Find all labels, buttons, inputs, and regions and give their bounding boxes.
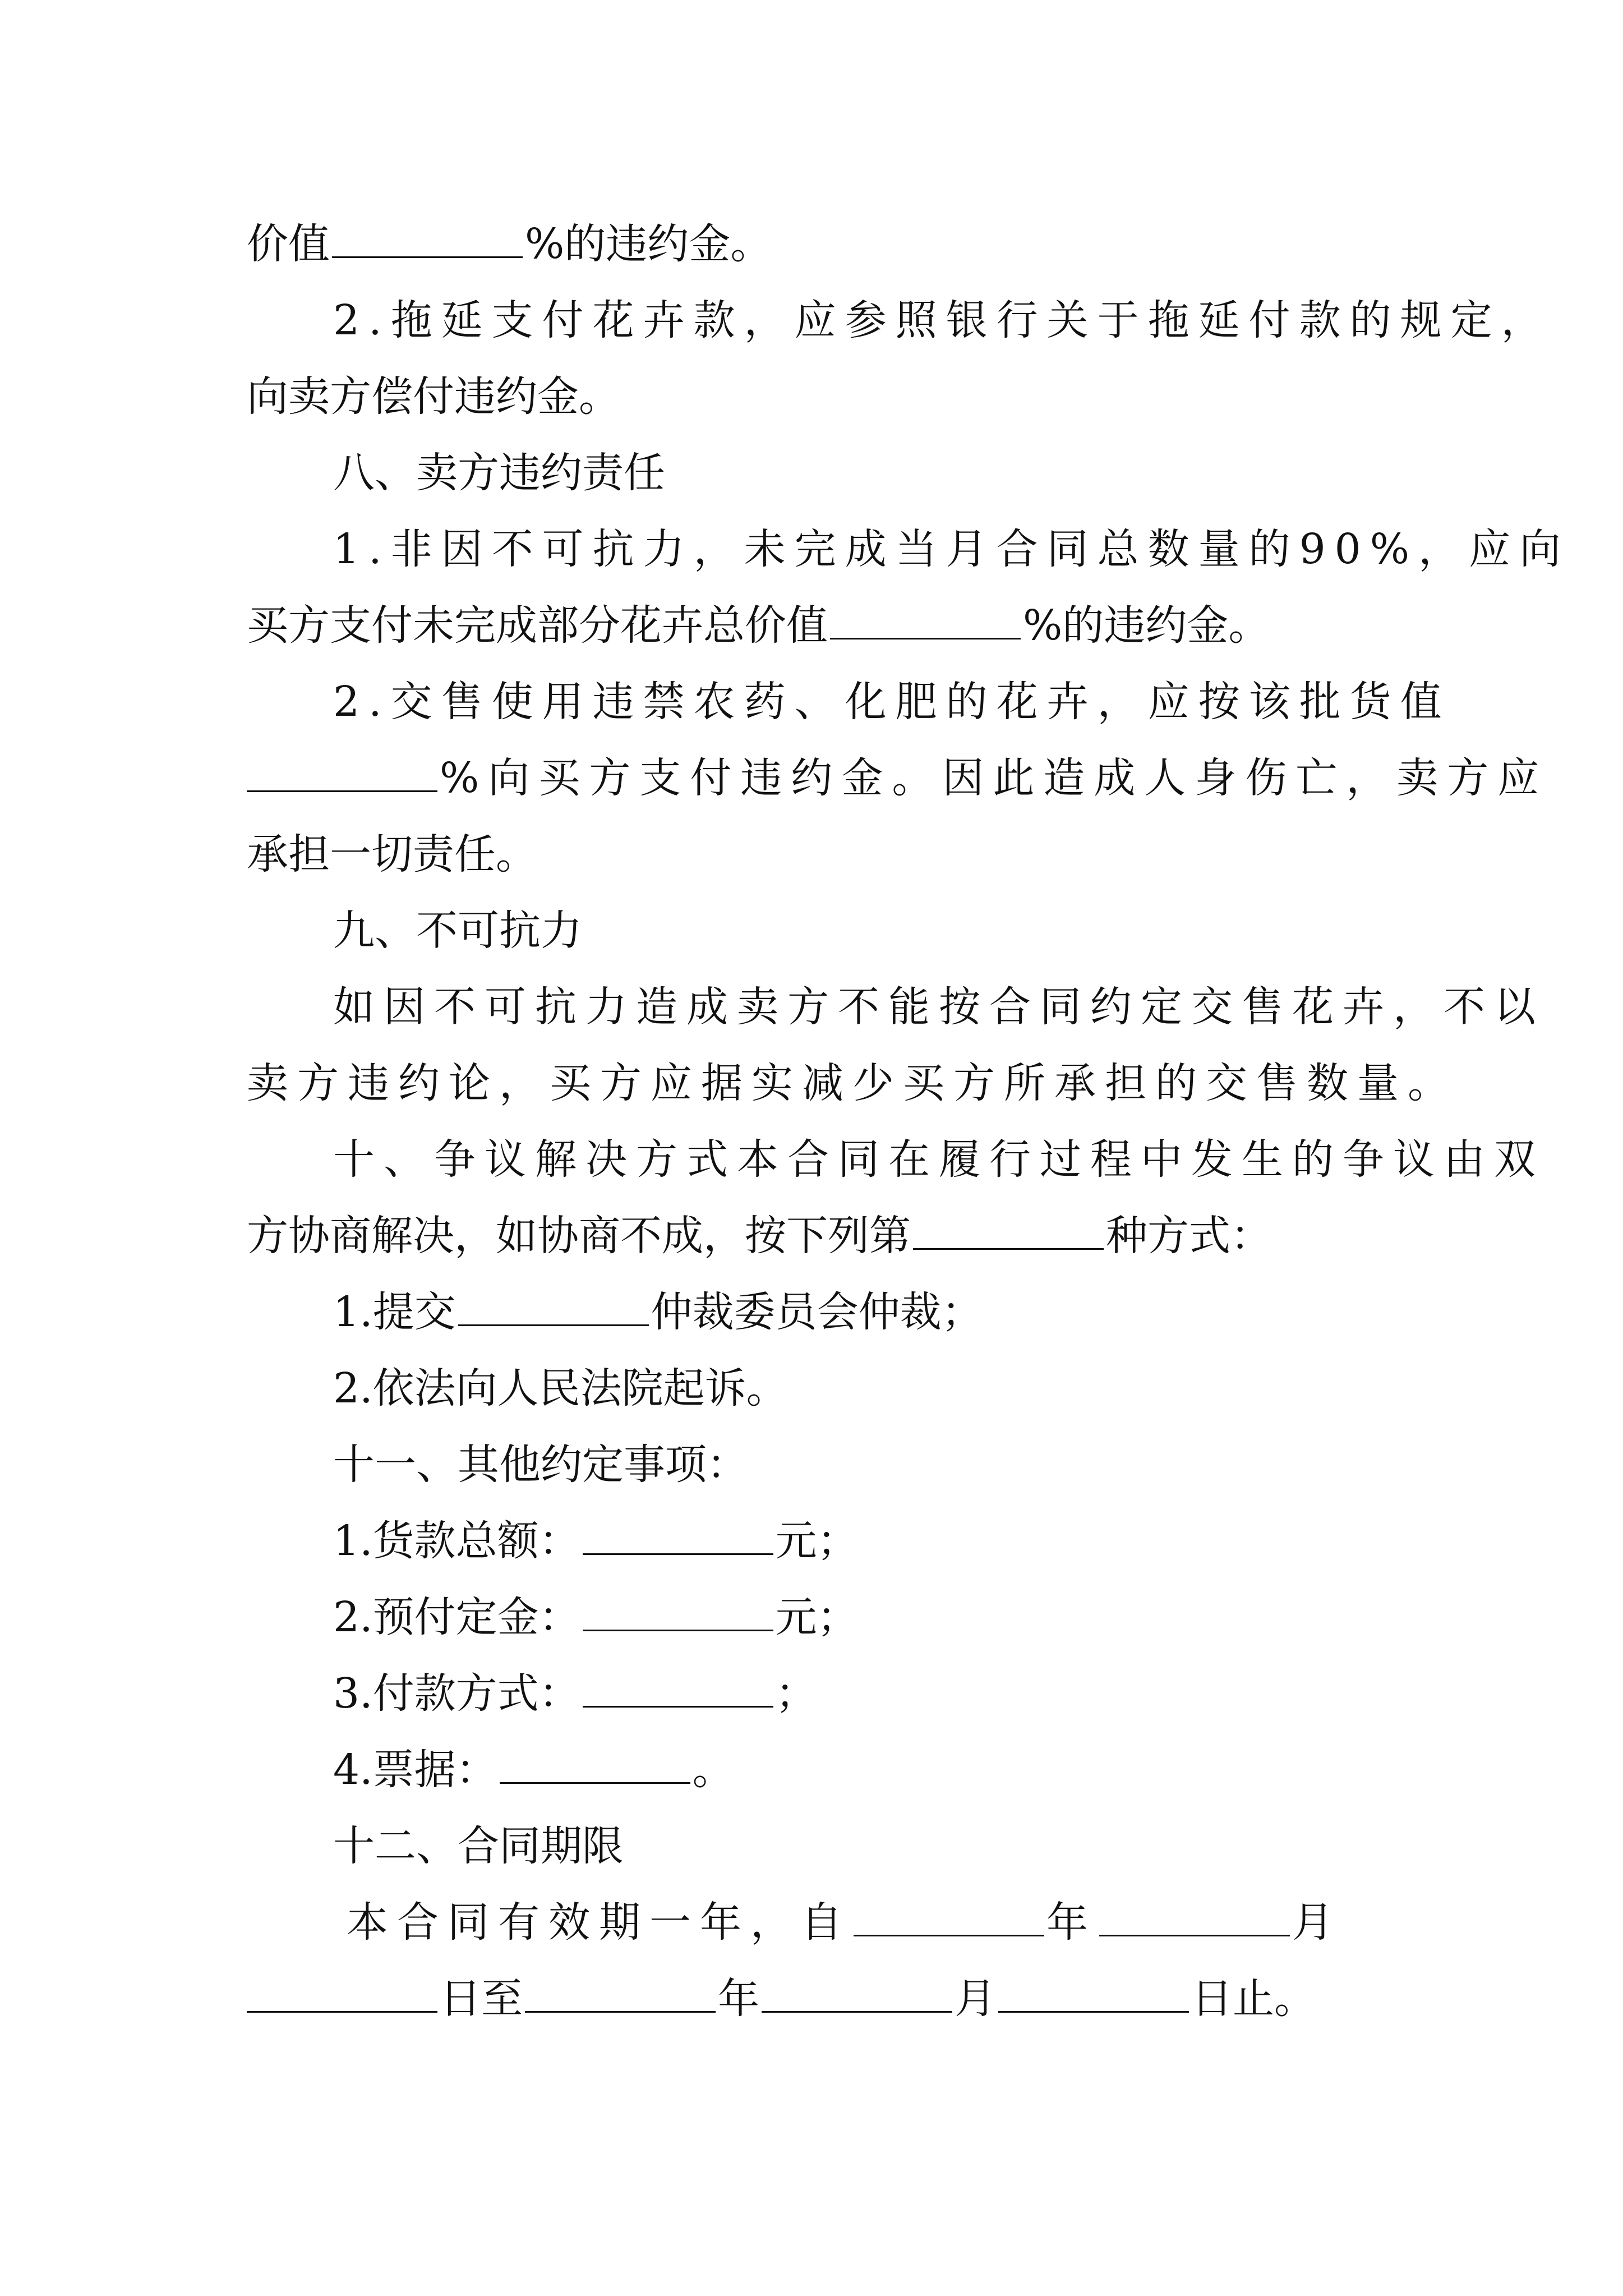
fill-blank: [998, 2010, 1189, 2013]
text-line-11: 如因不可抗力造成卖方不能按合同约定交售花卉，不以: [333, 983, 1544, 1031]
line-15-text-b: 仲裁委员会仲裁；: [651, 1288, 983, 1336]
fill-blank: [500, 1782, 690, 1784]
line-24-text-d: 月: [955, 1975, 996, 2023]
fill-blank: [458, 1324, 649, 1326]
line-20-text-b: ；: [775, 1669, 817, 1718]
fill-blank: [583, 1629, 773, 1631]
fill-blank: [332, 256, 523, 258]
line-6-text-b: %的违约金。: [1023, 601, 1270, 650]
text-line-21: [333, 1746, 1477, 1794]
section-heading-12: 十二、合同期限: [333, 1822, 624, 1870]
text-line-6: [247, 601, 1391, 650]
section-heading-8: 八、卖方违约责任: [333, 449, 665, 497]
fill-blank: [525, 2010, 716, 2013]
fill-blank: [583, 1705, 773, 1708]
line-23-text-a: 本合同有效期一年，自: [347, 1898, 851, 1947]
text-line-2: 2.拖延支付花卉款，应参照银行关于拖延付款的规定，: [333, 296, 1552, 344]
fill-blank: [247, 790, 437, 792]
text-line-12: 卖方违约论，买方应据实减少买方所承担的交售数量。: [247, 1059, 1458, 1107]
line-24-text-c: 年: [718, 1975, 759, 2023]
text-line-19: [333, 1593, 1477, 1641]
fill-blank: [583, 1553, 773, 1555]
fill-blank: [1099, 1934, 1290, 1936]
line-18-text-a: 1.货款总额：: [333, 1517, 580, 1565]
text-line-7: 2.交售使用违禁农药、化肥的花卉，应按该批货值: [333, 678, 1451, 726]
text-line-3: 向卖方偿付违约金。: [247, 372, 620, 421]
fill-blank: [913, 1248, 1104, 1250]
fill-blank: [830, 637, 1021, 639]
line-14-text-a: 方协商解决，如协商不成，按下列第: [247, 1212, 911, 1260]
line-18-text-b: 元；: [775, 1517, 859, 1565]
line-14-text-b: 种方式：: [1106, 1212, 1272, 1260]
text-line-14: [247, 1212, 1391, 1260]
text-line-8: [247, 754, 1548, 802]
line-1-text-a: 价值: [247, 220, 330, 268]
line-24-text-e: 日止。: [1191, 1975, 1316, 2023]
line-24-text-b: 日至: [440, 1975, 523, 2023]
line-21-text-a: 4.票据：: [333, 1746, 497, 1794]
text-line-24: [247, 1975, 1391, 2023]
text-line-18: [333, 1517, 1477, 1565]
line-23-text-b: 年: [1046, 1898, 1097, 1947]
text-line-20: [333, 1669, 1477, 1718]
section-heading-11: 十一、其他约定事项：: [333, 1441, 748, 1489]
line-19-text-b: 元；: [775, 1593, 859, 1641]
line-20-text-a: 3.付款方式：: [333, 1669, 580, 1718]
line-21-text-b: 。: [692, 1746, 734, 1794]
fill-blank: [247, 2010, 437, 2013]
fill-blank: [854, 1934, 1044, 1936]
text-line-23: [347, 1898, 1491, 1947]
line-19-text-a: 2.预付定金：: [333, 1593, 580, 1641]
line-8-text-b: %向买方支付违约金。因此造成人身伤亡，卖方应: [440, 754, 1548, 802]
text-line-5: 1.非因不可抗力，未完成当月合同总数量的90%，应向: [333, 525, 1570, 573]
line-1-text-b: %的违约金。: [525, 220, 772, 268]
line-6-text-a: 买方支付未完成部分花卉总价值: [247, 601, 828, 650]
text-line-16: 2.依法向人民法院起诉。: [333, 1364, 788, 1412]
section-heading-9: 九、不可抗力: [333, 907, 582, 955]
text-line-1: [247, 220, 1391, 268]
section-heading-10: 十、争议解决方式本合同在履行过程中发生的争议由双: [333, 1135, 1544, 1184]
fill-blank: [762, 2010, 952, 2013]
text-line-9: 承担一切责任。: [247, 830, 537, 878]
line-23-text-c: 月: [1292, 1898, 1343, 1947]
line-15-text-a: 1.提交: [333, 1288, 456, 1336]
text-line-15: [333, 1288, 1477, 1336]
